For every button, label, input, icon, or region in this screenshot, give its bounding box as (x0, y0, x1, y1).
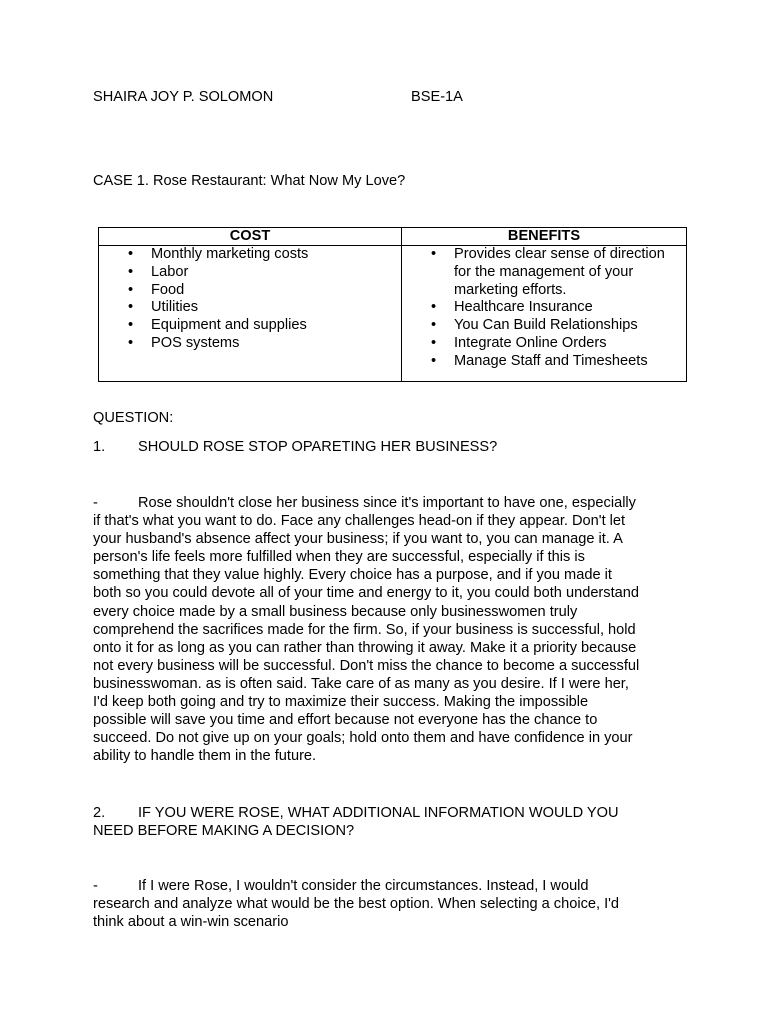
benefit-item-label: Manage Staff and Timesheets (454, 352, 648, 369)
question-text: IF YOU WERE ROSE, WHAT ADDITIONAL INFORMATION WOULD YOU (138, 805, 619, 821)
question-number: 1. (93, 439, 106, 455)
bullet-icon: • (128, 299, 134, 316)
answer-line: not every business will be successful. Don't miss the chance to become a successful (93, 657, 640, 674)
cost-list (99, 246, 401, 353)
question-heading: QUESTION: (93, 410, 174, 426)
bullet-icon: • (128, 281, 134, 298)
bullet-icon: • (431, 246, 437, 262)
cost-item-label: Monthly marketing costs (151, 246, 309, 262)
bullet-icon: • (431, 334, 437, 351)
benefit-item (402, 246, 686, 299)
cost-item-label: POS systems (151, 334, 240, 351)
answer-line: something that they value highly. Every choice has a purpose, and if you made it (93, 567, 612, 584)
benefit-item (402, 353, 686, 371)
answer-line: ability to handle them in the future. (93, 748, 317, 765)
cost-cell (99, 246, 402, 382)
benefit-item-label: Integrate Online Orders (454, 334, 607, 351)
cost-benefit-table (98, 227, 687, 382)
answer-2 (93, 877, 683, 931)
benefit-item-label: Provides clear sense of direction for the management of your marketing efforts. (454, 246, 665, 298)
bullet-icon: • (128, 334, 134, 351)
answer-line: possible will save you time and effort because not everyone has the chance to (93, 712, 598, 729)
answer-marker: - (93, 495, 98, 511)
cost-item (99, 264, 401, 282)
benefits-list (402, 246, 686, 371)
cost-item-label: Labor (151, 263, 189, 280)
answer-line: your husband's absence affect your business; if you want to, you can manage it. A (93, 531, 623, 548)
cost-item (99, 317, 401, 335)
answer-line: succeed. Do not give up on your goals; hold onto them and have confidence in your (93, 730, 633, 747)
table-header-cost: COST (99, 228, 402, 246)
question-text: SHOULD ROSE STOP OPARETING HER BUSINESS? (138, 439, 498, 455)
question-line: NEED BEFORE MAKING A DECISION? (93, 823, 355, 840)
answer-line: comprehend the sacrifices made for the firm. So, if your business is successful, hold (93, 621, 636, 638)
answer-line: if that's what you want to do. Face any challenges head-on if they appear. Don't let (93, 513, 626, 530)
cost-item-label: Food (151, 281, 185, 298)
answer-line: I'd keep both going and try to maximize their success. Making the impossible (93, 694, 589, 711)
cost-item-label: Equipment and supplies (151, 317, 307, 334)
benefits-cell (402, 246, 687, 382)
case-title: CASE 1. Rose Restaurant: What Now My Love? (93, 173, 406, 189)
section-code: BSE-1A (411, 89, 463, 105)
benefit-item (402, 299, 686, 317)
question-2 (93, 804, 683, 840)
answer-line: research and analyze what would be the best option. When selecting a choice, I'd (93, 896, 620, 913)
question-line (93, 804, 683, 822)
bullet-icon: • (431, 299, 437, 316)
answer-line: onto it for as long as you can rather than throwing it away. Make it a priority because (93, 639, 637, 656)
answer-line: every choice made by a small business because only businesswomen truly (93, 603, 578, 620)
bullet-icon: • (128, 263, 134, 280)
question-1 (93, 438, 497, 456)
question-number: 2. (93, 805, 106, 821)
cost-item-label: Utilities (151, 299, 199, 316)
benefit-item-label: Healthcare Insurance (454, 299, 593, 316)
bullet-icon: • (128, 317, 134, 334)
author-name: SHAIRA JOY P. SOLOMON (93, 89, 274, 105)
benefit-item (402, 317, 686, 335)
answer-line-text: If I were Rose, I wouldn't consider the circumstances. Instead, I would (138, 878, 589, 894)
answer-line-text: Rose shouldn't close her business since it's important to have one, especially (138, 495, 636, 511)
bullet-icon: • (128, 246, 134, 262)
answer-line (93, 494, 683, 512)
benefit-item-label: You Can Build Relationships (454, 317, 638, 334)
bullet-icon: • (431, 317, 437, 334)
answer-line (93, 877, 683, 895)
cost-item (99, 299, 401, 317)
answer-line: think about a win-win scenario (93, 914, 289, 931)
answer-marker: - (93, 878, 98, 894)
cost-item (99, 335, 401, 353)
cost-item (99, 246, 401, 264)
benefit-item (402, 335, 686, 353)
answer-1 (93, 494, 683, 765)
answer-line: both so you could devote all of your time and energy to it, you could both understand (93, 585, 639, 602)
cost-item (99, 282, 401, 300)
table-header-benefits: BENEFITS (402, 228, 687, 246)
bullet-icon: • (431, 352, 437, 369)
answer-line: businesswoman. as is often said. Take care of as many as you desire. If I were her, (93, 675, 629, 692)
answer-line: person's life feels more fulfilled when they are successful, especially if this is (93, 549, 585, 566)
